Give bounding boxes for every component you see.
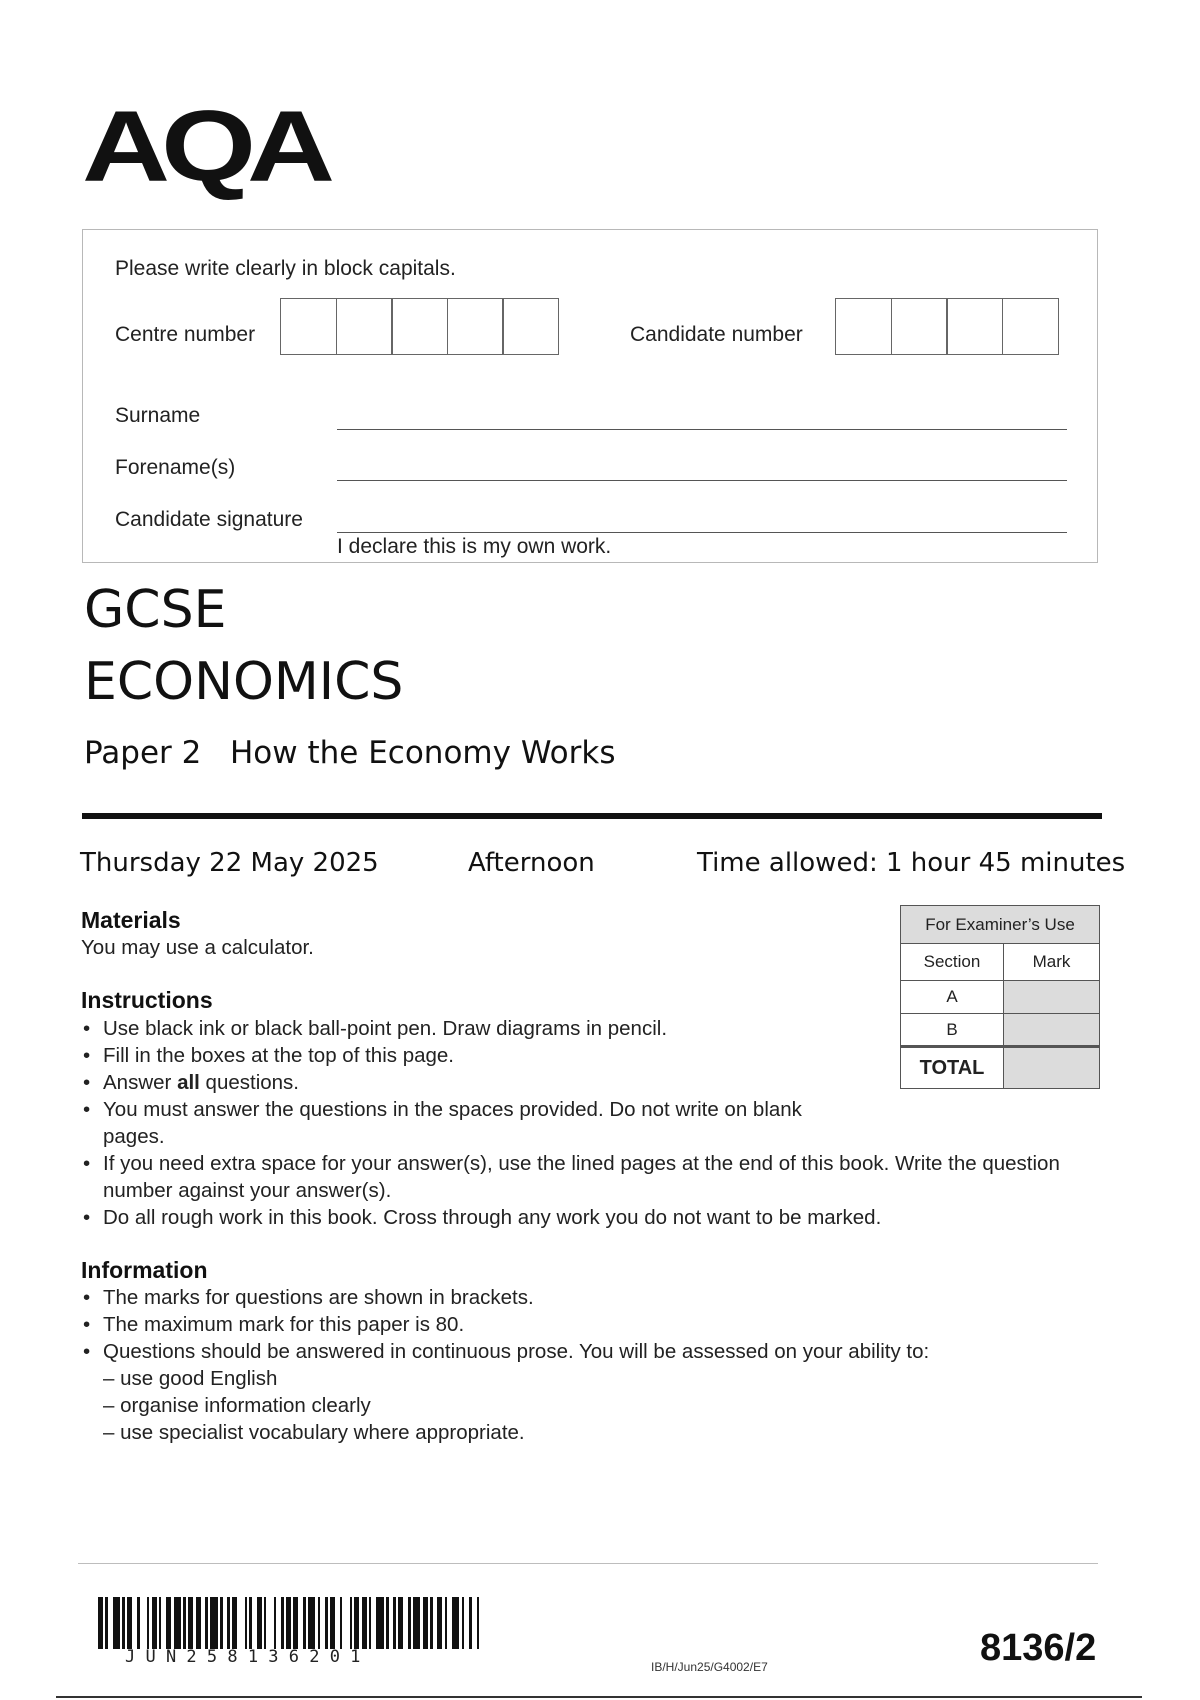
- candidate-number-digit-box[interactable]: [835, 298, 892, 355]
- centre-number-digit-box[interactable]: [502, 298, 559, 355]
- signature-label: Candidate signature: [115, 508, 303, 531]
- information-item: • The maximum mark for this paper is 80.: [81, 1311, 1081, 1338]
- total-mark-cell: [1004, 1047, 1100, 1089]
- instruction-item: • If you need extra space for your answer(s), use the lined pages at the end of this book. Write the question number against your answer(s).: [81, 1150, 1081, 1204]
- candidate-number-label: Candidate number: [630, 323, 803, 346]
- instruction-item: • You must answer the questions in the spaces provided. Do not write on blank pages.: [81, 1096, 813, 1150]
- footer-rule: [78, 1563, 1098, 1564]
- centre-number-digit-box[interactable]: [447, 298, 504, 355]
- surname-label: Surname: [115, 404, 201, 427]
- information-item: • The marks for questions are shown in brackets.: [81, 1284, 1081, 1311]
- candidate-number-digit-box[interactable]: [1002, 298, 1059, 355]
- bottom-rule: [56, 1696, 1142, 1698]
- information-subitem: – use specialist vocabulary where appropriate.: [103, 1421, 525, 1444]
- instruction-answer-post: questions.: [199, 1071, 300, 1094]
- section-a-mark-cell: [1004, 981, 1100, 1014]
- information-list: [81, 1284, 1081, 1365]
- candidate-number-digit-box[interactable]: [946, 298, 1003, 355]
- centre-number-label: Centre number: [115, 323, 256, 346]
- block-capitals-instruction: Please write clearly in block capitals.: [115, 257, 456, 280]
- examiners-use-table: [900, 905, 1100, 1089]
- materials-heading: Materials: [81, 907, 181, 933]
- title-rule: [82, 813, 1102, 819]
- exam-session: Afternoon: [468, 848, 595, 878]
- paper-code: 8136/2: [980, 1627, 1097, 1669]
- paper-reference: IB/H/Jun25/G4002/E7: [651, 1660, 768, 1674]
- centre-number-digit-box[interactable]: [336, 298, 393, 355]
- paper-number: Paper 2: [84, 735, 202, 771]
- section-a-label: A: [901, 981, 1004, 1014]
- section-b-label: B: [901, 1014, 1004, 1047]
- qualification-level: GCSE: [84, 580, 227, 640]
- mark-column-header: Mark: [1004, 944, 1100, 981]
- candidate-number-digit-box[interactable]: [891, 298, 948, 355]
- instructions-heading: Instructions: [81, 987, 213, 1013]
- section-b-mark-cell: [1004, 1014, 1100, 1047]
- forename-line[interactable]: [337, 480, 1067, 481]
- paper-title: How the Economy Works: [230, 735, 616, 771]
- surname-line[interactable]: [337, 429, 1067, 430]
- time-allowed: Time allowed: 1 hour 45 minutes: [697, 848, 1126, 878]
- forename-label: Forename(s): [115, 456, 236, 479]
- instruction-answer-bold: all: [177, 1071, 200, 1094]
- section-column-header: Section: [901, 944, 1004, 981]
- information-item: • Questions should be answered in continuous prose. You will be assessed on your ability to:: [81, 1338, 1081, 1365]
- signature-line[interactable]: [337, 532, 1067, 533]
- instruction-item: • Fill in the boxes at the top of this page.: [81, 1042, 1081, 1069]
- subject-title: ECONOMICS: [84, 652, 404, 712]
- barcode-text: J U N 2 5 8 1 3 6 2 0 1: [125, 1647, 361, 1667]
- candidate-number-boxes[interactable]: [835, 298, 1059, 355]
- centre-number-digit-box[interactable]: [280, 298, 337, 355]
- total-label: TOTAL: [901, 1047, 1004, 1089]
- information-sublist: [81, 1365, 1003, 1446]
- aqa-logo: AQA: [82, 90, 327, 202]
- exam-date: Thursday 22 May 2025: [80, 848, 379, 878]
- centre-number-boxes[interactable]: [280, 298, 559, 355]
- instruction-item: • Use black ink or black ball-point pen. Draw diagrams in pencil.: [81, 1015, 1081, 1042]
- information-heading: Information: [81, 1257, 208, 1283]
- examiners-use-heading: For Examiner’s Use: [901, 906, 1100, 944]
- instruction-answer-pre: Answer: [103, 1071, 178, 1094]
- barcode-image: [98, 1597, 482, 1649]
- information-subitem: – use good English: [103, 1367, 278, 1390]
- centre-number-digit-box[interactable]: [391, 298, 448, 355]
- information-subitem: – organise information clearly: [103, 1394, 371, 1417]
- instruction-item: • Do all rough work in this book. Cross through any work you do not want to be marked.: [81, 1204, 1081, 1231]
- materials-text: You may use a calculator.: [81, 936, 314, 959]
- declaration-text: I declare this is my own work.: [337, 535, 612, 558]
